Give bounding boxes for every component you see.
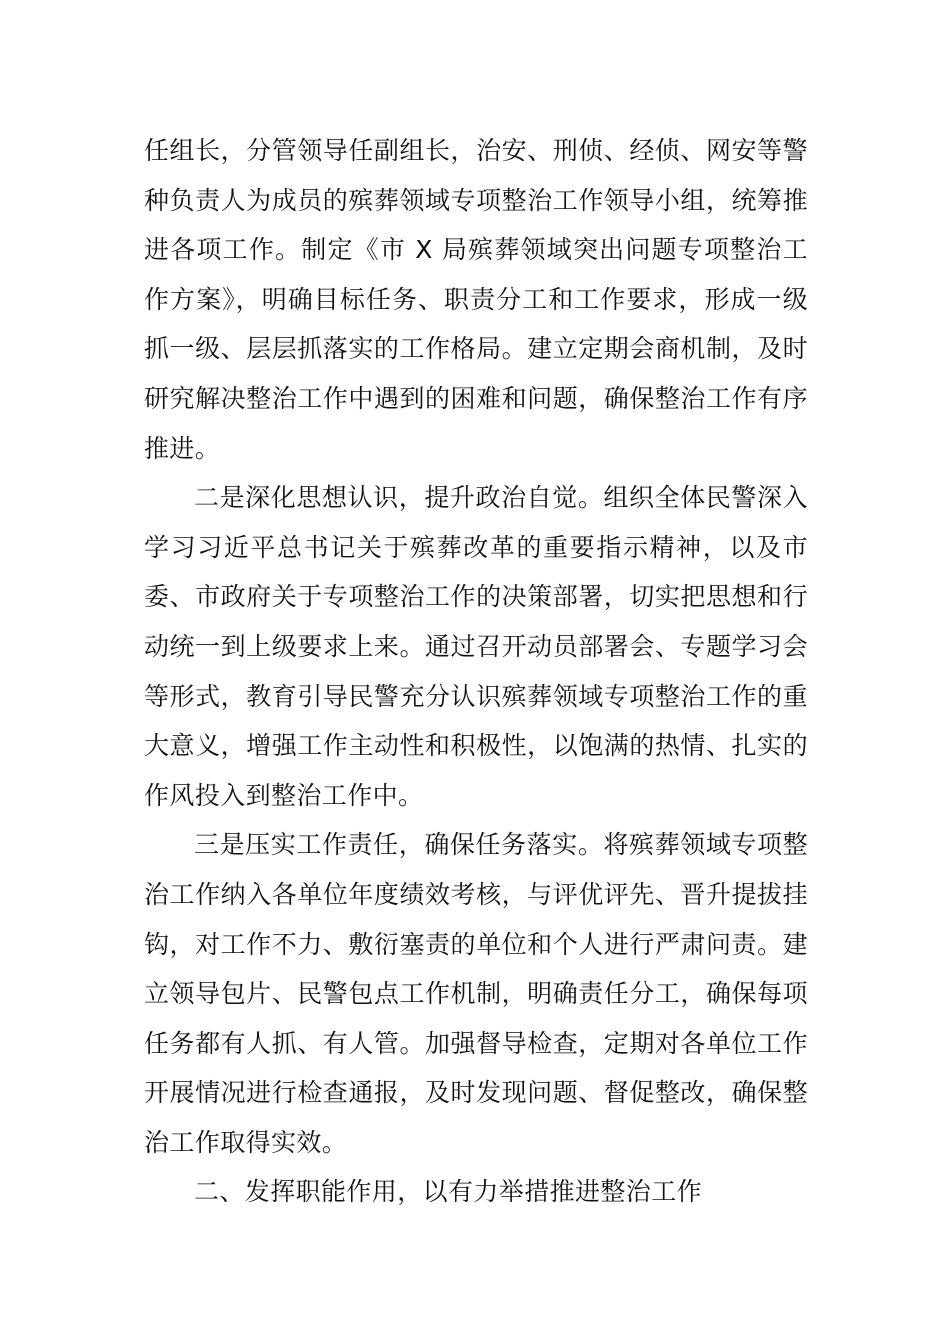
paragraph-responsibility: 三是压实工作责任，确保任务落实。将殡葬领域专项整治工作纳入各单位年度绩效考核，与评优评先、晋升提拔挂钩，对工作不力、敷衍塞责的单位和个人进行严肃问责。建立领导包片、民警包点工作机制，明确责任分工，确保每项任务都有人抓、有人管。加强督导检查，定期对各单位工作开展情况进行检查通报，及时发现问题、督促整改，确保整治工作取得实效。 (144, 830, 808, 1157)
paragraph-continuation: 任组长，分管领导任副组长，治安、刑侦、经侦、网安等警种负责人为成员的殡葬领域专项整治工作领导小组，统筹推进各项工作。制定《市 X 局殡葬领域突出问题专项整治工作方案》，明确目标任务、职责分工和工作要求，形成一级抓一级、层层抓落实的工作格局。建立定期会商机制，及时研究解决整治工作中遇到的困难和问题，确保整治工作有序推进。 (144, 136, 808, 463)
paragraph-deepen-awareness: 二是深化思想认识，提升政治自觉。组织全体民警深入学习习近平总书记关于殡葬改革的重要指示精神，以及市委、市政府关于专项整治工作的决策部署，切实把思想和行动统一到上级要求上来。通过召开动员部署会、专题学习会等形式，教育引导民警充分认识殡葬领域专项整治工作的重大意义，增强工作主动性和积极性，以饱满的热情、扎实的作风投入到整治工作中。 (144, 483, 808, 810)
section-heading: 二、发挥职能作用，以有力举措推进整治工作 (194, 1177, 703, 1207)
document-body (144, 126, 808, 1217)
